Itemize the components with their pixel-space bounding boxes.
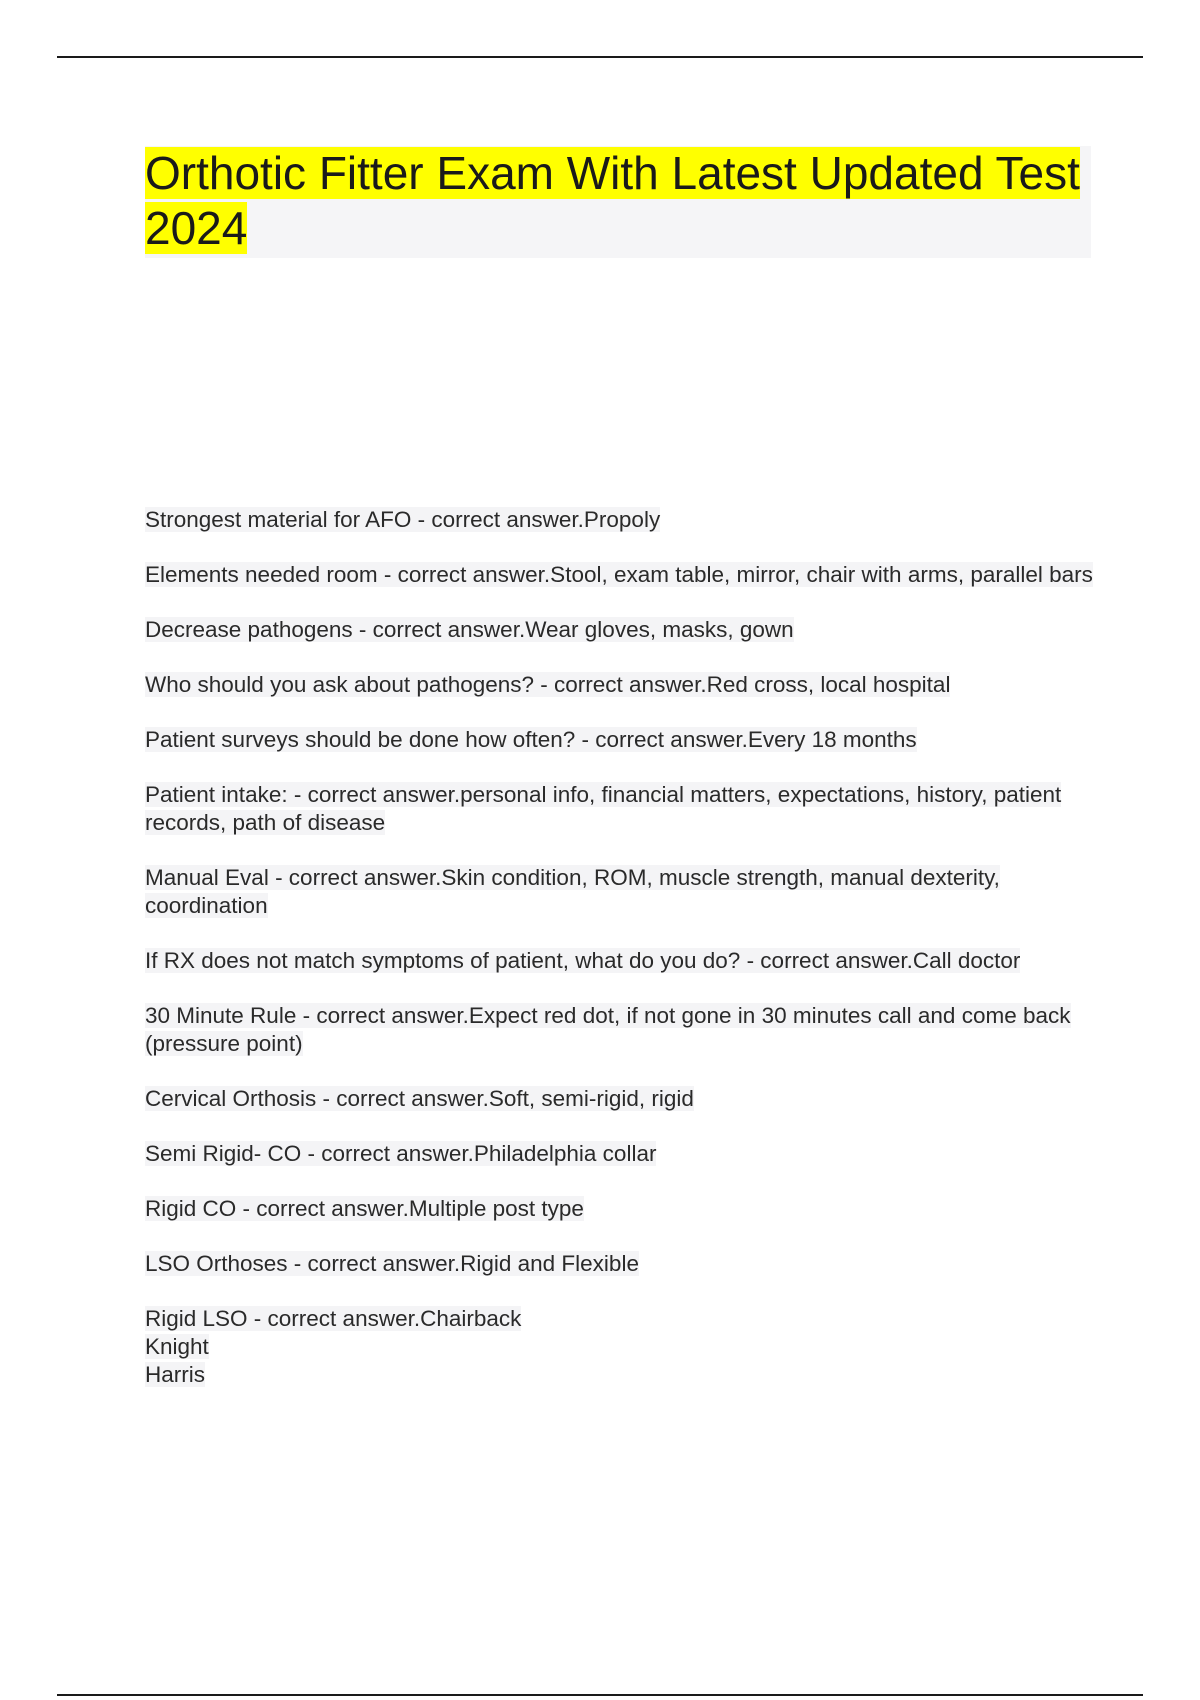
qa-item [145, 781, 1095, 837]
qa-text: LSO Orthoses - correct answer.Rigid and Flexible [145, 1251, 639, 1276]
qa-item [145, 671, 1095, 699]
qa-item [145, 1085, 1095, 1113]
qa-item [145, 947, 1095, 975]
qa-text: Elements needed room - correct answer.Stool, exam table, mirror, chair with arms, parallel bars [145, 562, 1093, 587]
qa-item [145, 561, 1095, 589]
qa-item [145, 1250, 1095, 1278]
qa-text: Who should you ask about pathogens? - correct answer.Red cross, local hospital [145, 672, 951, 697]
qa-item [145, 864, 1095, 920]
qa-item [145, 1195, 1095, 1223]
qa-text: Rigid LSO - correct answer.Chairback Knight Harris [145, 1306, 522, 1387]
qa-item [145, 726, 1095, 754]
top-rule [57, 56, 1143, 58]
qa-item [145, 1002, 1095, 1058]
qa-text: Decrease pathogens - correct answer.Wear gloves, masks, gown [145, 617, 794, 642]
document-title-text: Orthotic Fitter Exam With Latest Updated Test 2024 [145, 147, 1080, 254]
qa-item [145, 616, 1095, 644]
qa-text: Manual Eval - correct answer.Skin condition, ROM, muscle strength, manual dexterity, coordination [145, 865, 1000, 918]
qa-text: 30 Minute Rule - correct answer.Expect red dot, if not gone in 30 minutes call and come back (pressure point) [145, 1003, 1071, 1056]
qa-text: Semi Rigid- CO - correct answer.Philadelphia collar [145, 1141, 657, 1166]
qa-item [145, 1140, 1095, 1168]
qa-text: Strongest material for AFO - correct answer.Propoly [145, 507, 661, 532]
qa-item [145, 506, 1095, 534]
document-title [145, 146, 1085, 256]
qa-list [145, 506, 1095, 1416]
qa-text: Rigid CO - correct answer.Multiple post type [145, 1196, 584, 1221]
qa-text: If RX does not match symptoms of patient, what do you do? - correct answer.Call doctor [145, 948, 1021, 973]
bottom-rule [57, 1694, 1143, 1696]
qa-text: Cervical Orthosis - correct answer.Soft, semi-rigid, rigid [145, 1086, 694, 1111]
qa-text: Patient intake: - correct answer.personal info, financial matters, expectations, history, patient records, path of disease [145, 782, 1062, 835]
qa-text: Patient surveys should be done how often? - correct answer.Every 18 months [145, 727, 917, 752]
qa-item [145, 1305, 1095, 1389]
